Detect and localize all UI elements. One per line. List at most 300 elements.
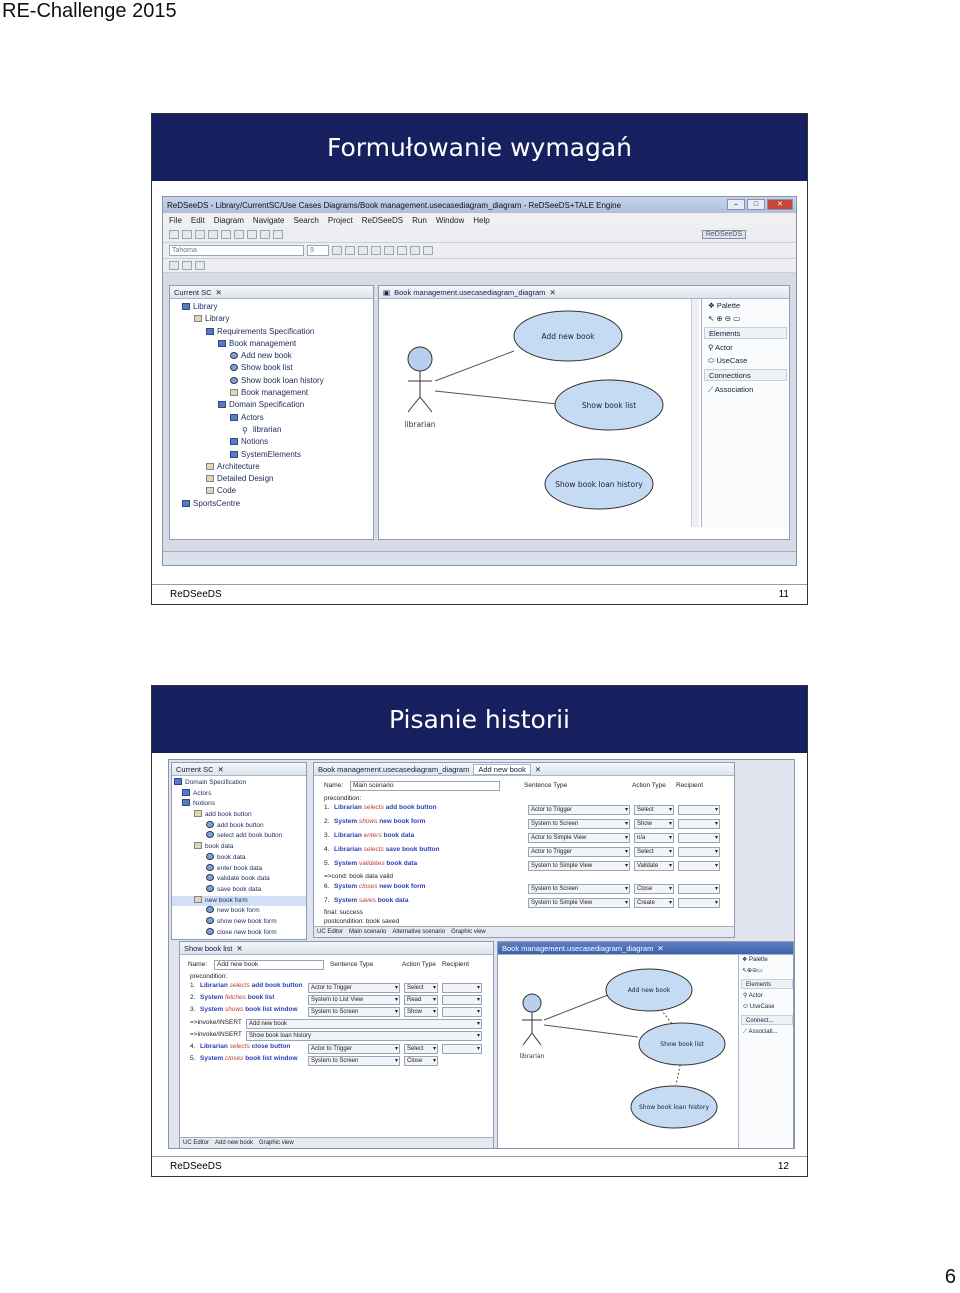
close-icon[interactable]: ✕ xyxy=(549,287,556,297)
sentence-verb: selects xyxy=(363,804,384,811)
precondition-label: precondition: xyxy=(324,795,362,802)
sentence-object: new book form xyxy=(379,883,426,890)
scenario-sentence[interactable] xyxy=(190,1043,290,1050)
scenario-sentence[interactable] xyxy=(324,883,425,890)
tab-uc-editor[interactable]: UC Editor xyxy=(183,1140,210,1146)
tree-item[interactable] xyxy=(170,473,373,485)
sentence-verb: validates xyxy=(358,860,385,867)
precondition-label: precondition: xyxy=(190,973,228,980)
usecase-icon xyxy=(230,352,238,359)
tree-item[interactable] xyxy=(172,853,306,864)
zoom-out-icon[interactable]: ⊖ xyxy=(752,968,758,974)
minimize-button[interactable]: – xyxy=(727,199,745,210)
window-title: ReDSeeDS - Library/CurrentSC/Use Cases Diagrams/Book management.usecasediagram_diagram - ReDSeeDS+TALE Engine xyxy=(167,200,622,210)
step-number: 3. xyxy=(324,832,330,839)
tree-item-label: book data xyxy=(205,843,234,851)
tree-item[interactable] xyxy=(172,885,306,896)
action-type-select[interactable]: Select ▾ xyxy=(404,1044,438,1054)
palette-item-label: UseCase xyxy=(749,1004,775,1010)
tree-item[interactable] xyxy=(170,424,373,436)
forward-icon[interactable] xyxy=(182,261,192,270)
scenario-sentence[interactable] xyxy=(324,804,437,811)
sentence-type-select[interactable]: System to Screen ▾ xyxy=(528,819,630,829)
action-type-select[interactable]: n/a ▾ xyxy=(634,833,674,843)
tab-alternative-scenario[interactable]: Alternative scenario xyxy=(392,929,446,935)
recipient-select[interactable] xyxy=(442,983,482,993)
phrase-icon xyxy=(206,874,214,881)
tree-item[interactable] xyxy=(170,485,373,497)
action-type-select[interactable]: Close ▾ xyxy=(404,1056,438,1066)
sentence-object: book data xyxy=(377,897,409,904)
phrase-icon xyxy=(206,864,214,871)
recipient-select[interactable] xyxy=(678,833,720,843)
recipient-select[interactable] xyxy=(442,1007,482,1017)
palette-usecase[interactable] xyxy=(739,1002,794,1013)
tree-item-label: Detailed Design xyxy=(217,474,274,484)
menu-diagram[interactable]: Diagram xyxy=(213,215,244,225)
tree-item[interactable] xyxy=(172,831,306,842)
scenario-sentence[interactable] xyxy=(190,1006,298,1013)
tab-diagram[interactable] xyxy=(379,286,789,299)
tab-add-new-book[interactable]: Add new book xyxy=(473,764,531,775)
close-icon[interactable]: ✕ xyxy=(236,943,243,953)
scenario-name-input[interactable]: Main scenario xyxy=(350,781,500,791)
usecase-icon: ⬭ xyxy=(708,356,717,365)
slide-2-title: Pisanie historii xyxy=(152,686,807,753)
usecase-icon xyxy=(230,364,238,371)
editor-bottom-tabs xyxy=(314,926,734,937)
col-recipient: Recipient xyxy=(442,961,470,968)
zoom-in-icon[interactable]: ⊕ xyxy=(716,314,725,323)
invoke-label: =>invoke/INSERT xyxy=(190,1019,242,1026)
sentence-type-select[interactable]: System to Screen ▾ xyxy=(528,884,630,894)
action-type-select[interactable]: Show ▾ xyxy=(634,819,674,829)
font-size-select[interactable]: 9 xyxy=(307,245,329,256)
tree-item-label: book data xyxy=(217,853,246,861)
status-bar xyxy=(163,551,796,565)
scenario-sentence[interactable] xyxy=(324,832,414,839)
back-icon[interactable] xyxy=(169,261,179,270)
page-number: 6 xyxy=(944,1266,956,1288)
tab-diagram-label: Book management.usecasediagram_diagram xyxy=(394,287,546,297)
phrase-icon xyxy=(206,821,214,828)
window-buttons xyxy=(727,199,793,210)
scenario-sentence[interactable] xyxy=(190,982,303,989)
palette-connections-header[interactable]: Connections xyxy=(704,369,787,381)
palette-icon: ❖ xyxy=(742,957,750,963)
select-tool-icon[interactable]: ↖ xyxy=(742,968,748,974)
tab-diagram-label: Book management.usecasediagram_diagram xyxy=(502,943,654,953)
scenario-sentence[interactable] xyxy=(324,818,425,825)
sentence-object: book data xyxy=(386,860,418,867)
folder-icon xyxy=(218,401,226,408)
tree-item[interactable] xyxy=(172,821,306,832)
tree-item[interactable] xyxy=(172,842,306,853)
font-color-icon[interactable] xyxy=(358,246,368,255)
tab-add-new-book[interactable]: Add new book xyxy=(215,1140,254,1146)
sentence-verb: selects xyxy=(229,982,250,989)
current-sc-pane-2 xyxy=(171,762,307,940)
sentence-type-select[interactable]: System to List View ▾ xyxy=(308,995,400,1005)
perspective-redseeds[interactable]: ReDSeeDS xyxy=(702,230,746,239)
tree-item[interactable] xyxy=(170,399,373,411)
tree-item-label: Show book list xyxy=(241,363,293,373)
scenario-sentence[interactable] xyxy=(324,897,408,904)
recipient-select[interactable] xyxy=(678,884,720,894)
menu-search[interactable]: Search xyxy=(293,215,319,225)
step-number: 1. xyxy=(190,982,196,989)
sentence-type-select[interactable]: Actor to Trigger ▾ xyxy=(308,983,400,993)
actor-icon: ⚲ xyxy=(708,343,716,352)
tree-item[interactable] xyxy=(170,449,373,461)
step-number: 4. xyxy=(324,846,330,853)
step-number: 2. xyxy=(324,818,330,825)
col-sentence-type: Sentence Type xyxy=(330,961,374,968)
tab-current-sc[interactable] xyxy=(172,763,306,776)
palette-panel xyxy=(701,299,789,527)
print-icon[interactable] xyxy=(195,230,205,239)
folder-icon xyxy=(206,487,214,494)
action-type-select[interactable]: Close ▾ xyxy=(634,884,674,894)
recipient-select[interactable] xyxy=(678,861,720,871)
slide-2 xyxy=(151,685,808,1177)
arrow-icon[interactable] xyxy=(397,246,407,255)
usecase-label: Show book loan history xyxy=(555,480,643,489)
close-button[interactable]: ✕ xyxy=(767,199,793,210)
sentence-object: save book button xyxy=(385,846,440,853)
main-toolbar xyxy=(163,227,796,243)
folder-icon xyxy=(182,799,190,806)
palette-actor[interactable] xyxy=(702,341,789,354)
tree-item-label: new book form xyxy=(205,896,248,904)
invoke-select[interactable]: Add new book ▾ xyxy=(246,1019,482,1029)
sentence-type-select[interactable]: Actor to Trigger ▾ xyxy=(528,805,630,815)
tree-item[interactable] xyxy=(170,301,373,313)
diagram-icon xyxy=(230,389,238,396)
tree-item-label: close new book form xyxy=(217,928,277,936)
tree-item[interactable] xyxy=(170,313,373,325)
sentence-type-select[interactable]: System to Screen ▾ xyxy=(308,1056,400,1066)
sentence-object: add book button xyxy=(385,804,437,811)
tab-current-sc[interactable] xyxy=(170,286,373,299)
tree-item-label: Library xyxy=(205,314,230,324)
sentence-type-select[interactable]: System to Simple View ▾ xyxy=(528,861,630,871)
usecase-diagram-canvas[interactable] xyxy=(379,299,697,539)
actor-figure[interactable] xyxy=(522,994,542,1045)
action-type-select[interactable]: Select ▾ xyxy=(404,983,438,993)
sentence-type-select[interactable]: Actor to Simple View ▾ xyxy=(528,833,630,843)
format-icon[interactable] xyxy=(260,230,270,239)
action-type-select[interactable]: Validate ▾ xyxy=(634,861,674,871)
step-number: 1. xyxy=(324,804,330,811)
tab-graphic-view[interactable]: Graphic view xyxy=(451,929,486,935)
menu-window[interactable]: Window xyxy=(435,215,465,225)
sentence-subject: System xyxy=(334,883,358,890)
sentence-verb: enters xyxy=(363,832,382,839)
new-icon[interactable] xyxy=(169,230,179,239)
action-type-select[interactable]: Show ▾ xyxy=(404,1007,438,1017)
scenario-sentence[interactable] xyxy=(324,846,439,853)
menu-file[interactable]: File xyxy=(169,215,182,225)
scenario-sentence[interactable] xyxy=(190,1055,298,1062)
menu-bar xyxy=(163,213,796,227)
slide-number: 12 xyxy=(777,1161,789,1172)
close-icon[interactable]: ✕ xyxy=(534,764,542,774)
line-color-icon[interactable] xyxy=(384,246,394,255)
tree-item[interactable] xyxy=(172,810,306,821)
folder-icon xyxy=(230,438,238,445)
tree-item-label: SportsCentre xyxy=(193,498,241,508)
tree-item-label: add book button xyxy=(217,821,264,829)
history-icon[interactable] xyxy=(195,261,205,270)
sentence-type-select[interactable]: System to Simple View ▾ xyxy=(528,898,630,908)
invoke-label: =>invoke/INSERT xyxy=(190,1031,242,1038)
action-type-select[interactable]: Select ▾ xyxy=(634,805,674,815)
sentence-object: close button xyxy=(251,1043,291,1050)
phrase-icon xyxy=(206,831,214,838)
action-type-select[interactable]: Create ▾ xyxy=(634,898,674,908)
sentence-type-select[interactable]: System to Screen ▾ xyxy=(308,1007,400,1017)
menu-edit[interactable]: Edit xyxy=(190,215,205,225)
sentence-object: book list window xyxy=(245,1055,298,1062)
tree-item-label: Actors xyxy=(193,789,212,797)
tab-main-scenario[interactable]: Main scenario xyxy=(349,929,387,935)
name-label: Name: xyxy=(188,961,208,968)
tree-item-label: enter book data xyxy=(217,864,263,872)
tree-item[interactable] xyxy=(172,789,306,800)
step-number: 5. xyxy=(324,860,330,867)
phrase-icon xyxy=(206,906,214,913)
tree-item[interactable] xyxy=(170,338,373,350)
slide-2-footer xyxy=(152,1156,807,1176)
close-icon[interactable]: ✕ xyxy=(657,943,664,953)
tab-show-book-list-label: Show book list xyxy=(184,943,233,953)
copy-icon[interactable] xyxy=(208,230,218,239)
association-icon: ⟋ xyxy=(743,1029,749,1035)
sentence-type-select[interactable]: Actor to Trigger ▾ xyxy=(308,1044,400,1054)
tree-item-label: validate book data xyxy=(217,875,270,883)
tree-item-label: Book management xyxy=(229,338,297,348)
step-number: 7. xyxy=(324,897,330,904)
association-line[interactable] xyxy=(544,1025,638,1037)
palette-association[interactable] xyxy=(739,1027,794,1038)
search-icon[interactable] xyxy=(247,230,257,239)
tree-item[interactable] xyxy=(170,461,373,473)
tree-item[interactable] xyxy=(172,864,306,875)
italic-icon[interactable] xyxy=(345,246,355,255)
tab-graphic-view[interactable]: Graphic view xyxy=(259,1140,294,1146)
tab-diagram[interactable] xyxy=(498,942,793,955)
align-icon[interactable] xyxy=(410,246,420,255)
app-window-2 xyxy=(168,759,795,1149)
usecase-label: Show book list xyxy=(581,401,637,410)
association-line[interactable] xyxy=(435,391,557,404)
app-window xyxy=(162,196,797,566)
palette-item-label: UseCase xyxy=(716,356,748,365)
tree-item-label: new book form xyxy=(217,907,260,915)
tree-item[interactable] xyxy=(172,917,306,928)
tree-item[interactable] xyxy=(170,436,373,448)
folder-icon xyxy=(206,328,214,335)
folder-icon xyxy=(174,778,182,785)
palette-panel-2 xyxy=(738,955,794,1149)
scenario-sentence[interactable] xyxy=(190,994,274,1001)
save-icon[interactable] xyxy=(182,230,192,239)
maximize-button[interactable]: □ xyxy=(747,199,765,210)
folder-icon xyxy=(194,315,202,322)
association-line[interactable] xyxy=(435,351,514,381)
layout-icon[interactable] xyxy=(423,246,433,255)
current-sc-pane xyxy=(169,285,374,540)
phrase-icon xyxy=(206,917,214,924)
tree-item-label: save book data xyxy=(217,885,262,893)
sentence-verb: closes xyxy=(224,1055,244,1062)
menu-help[interactable]: Help xyxy=(473,215,490,225)
tree-item[interactable] xyxy=(170,350,373,362)
tree-item[interactable] xyxy=(170,362,373,374)
debug-icon[interactable] xyxy=(234,230,244,239)
lower-scenario-pane xyxy=(179,941,494,1149)
recipient-select[interactable] xyxy=(678,819,720,829)
actor-label: librarian xyxy=(519,1053,545,1060)
notion-icon xyxy=(194,842,202,849)
window-titlebar xyxy=(163,197,796,213)
tree-item-label: Actors xyxy=(241,412,264,422)
tab-current-sc-label: Current SC xyxy=(176,764,214,774)
tree-item[interactable] xyxy=(172,799,306,810)
sentence-verb: shows xyxy=(358,818,378,825)
sentence-object: book list window xyxy=(245,1006,298,1013)
slide-1-footer xyxy=(152,584,807,604)
select-tool-icon[interactable]: ↖ xyxy=(708,314,717,323)
menu-redseeds[interactable]: ReDSeeDS xyxy=(361,215,404,225)
usecase-label: Add new book xyxy=(627,987,671,994)
palette-title xyxy=(739,955,794,966)
action-type-select[interactable]: Select ▾ xyxy=(634,847,674,857)
tree-item[interactable] xyxy=(170,412,373,424)
vertical-scrollbar[interactable] xyxy=(691,299,699,527)
sentence-subject: System xyxy=(334,818,358,825)
close-icon[interactable]: ✕ xyxy=(217,764,224,774)
tree-item-label: Domain Specification xyxy=(185,779,247,786)
tree-item-label: Book management xyxy=(241,388,309,398)
sentence-verb: selects xyxy=(229,1043,250,1050)
usecase-icon: ⬭ xyxy=(743,1004,750,1010)
sentence-object: add book button xyxy=(251,982,303,989)
tree-item[interactable] xyxy=(172,906,306,917)
tree-item-label: Add new book xyxy=(241,351,292,361)
palette-actor[interactable] xyxy=(739,991,794,1002)
palette-item-label: Associati... xyxy=(748,1029,778,1035)
recipient-select[interactable] xyxy=(442,1044,482,1054)
tab-current-sc-label: Current SC xyxy=(174,287,212,297)
close-icon[interactable]: ✕ xyxy=(215,287,222,297)
note-icon[interactable]: ▭ xyxy=(757,968,763,974)
step-number: 2. xyxy=(190,994,196,1001)
sentence-type-select[interactable]: Actor to Trigger ▾ xyxy=(528,847,630,857)
tree-item-label: Notions xyxy=(193,800,216,808)
association-line[interactable] xyxy=(544,995,608,1020)
tree-item[interactable] xyxy=(172,778,306,789)
tree-item[interactable] xyxy=(170,326,373,338)
library-icon xyxy=(182,303,190,310)
recipient-select[interactable] xyxy=(678,847,720,857)
tree-item-label: SystemElements xyxy=(241,449,302,459)
action-type-select[interactable]: Read ▾ xyxy=(404,995,438,1005)
recipient-select[interactable] xyxy=(678,805,720,815)
actor-figure[interactable] xyxy=(408,347,432,412)
project-tree xyxy=(170,299,373,512)
font-select[interactable]: Tahoma xyxy=(169,245,304,256)
tab-diagram[interactable]: Book management.usecasediagram_diagram xyxy=(318,764,470,774)
usecase-label: Show book list xyxy=(660,1041,704,1048)
diagram-icon: ▣ xyxy=(383,287,391,297)
menu-navigate[interactable]: Navigate xyxy=(252,215,285,225)
palette-connections-header[interactable]: Connect... xyxy=(741,1015,793,1025)
final-label: final: success xyxy=(324,909,364,916)
folder-icon xyxy=(230,451,238,458)
tree-item-label: add book button xyxy=(205,811,252,819)
run-icon[interactable] xyxy=(221,230,231,239)
menu-run[interactable]: Run xyxy=(412,215,427,225)
condition-line[interactable]: =>cond: book data valid xyxy=(324,873,394,880)
palette-elements-header[interactable]: Elements xyxy=(741,979,793,989)
usecase-diagram-canvas-2[interactable] xyxy=(498,955,736,1149)
tree-item-label: show new book form xyxy=(217,917,277,925)
bold-icon[interactable] xyxy=(332,246,342,255)
zoom-icon[interactable] xyxy=(273,230,283,239)
tab-uc-editor[interactable]: UC Editor xyxy=(317,929,344,935)
palette-elements-header[interactable]: Elements xyxy=(704,327,787,339)
footer-brand: ReDSeeDS xyxy=(170,1161,222,1172)
sentence-subject: Librarian xyxy=(200,1043,228,1050)
zoom-out-icon[interactable]: ⊖ xyxy=(724,314,734,323)
tree-item-label: select add book button xyxy=(217,832,283,840)
palette-association[interactable] xyxy=(702,383,789,396)
fill-color-icon[interactable] xyxy=(371,246,381,255)
tree-item[interactable] xyxy=(170,498,373,510)
tree-item-label: Architecture xyxy=(217,461,260,471)
diagram-editor-pane xyxy=(378,285,790,540)
col-recipient: Recipient xyxy=(676,782,704,789)
tab-show-book-list[interactable] xyxy=(180,942,493,955)
recipient-select[interactable] xyxy=(678,898,720,908)
invoke-select[interactable]: Show book loan history ▾ xyxy=(246,1031,482,1041)
sentence-subject: System xyxy=(334,860,358,867)
tree-item-selected[interactable] xyxy=(172,896,306,907)
zoom-in-icon[interactable]: ⊕ xyxy=(747,968,753,974)
tree-item[interactable] xyxy=(170,375,373,387)
phrase-icon xyxy=(206,853,214,860)
palette-tools xyxy=(739,966,794,977)
palette-usecase[interactable] xyxy=(702,354,789,367)
recipient-select[interactable] xyxy=(442,995,482,1005)
tree-item-label: Notions xyxy=(241,437,269,447)
step-number: 3. xyxy=(190,1006,196,1013)
step-number: 6. xyxy=(324,883,330,890)
tree-item[interactable] xyxy=(172,874,306,885)
note-icon[interactable]: ▭ xyxy=(733,314,741,323)
tree-item-label: Domain Specification xyxy=(229,400,305,410)
menu-project[interactable]: Project xyxy=(327,215,353,225)
scenario-sentence[interactable] xyxy=(324,860,417,867)
tree-item[interactable] xyxy=(170,387,373,399)
nav-toolbar xyxy=(163,259,796,273)
palette-title xyxy=(702,299,789,312)
tree-item[interactable] xyxy=(172,928,306,939)
lower-name-input[interactable]: Add new book xyxy=(214,960,324,970)
tree-item-label: Requirements Specification xyxy=(217,326,315,336)
